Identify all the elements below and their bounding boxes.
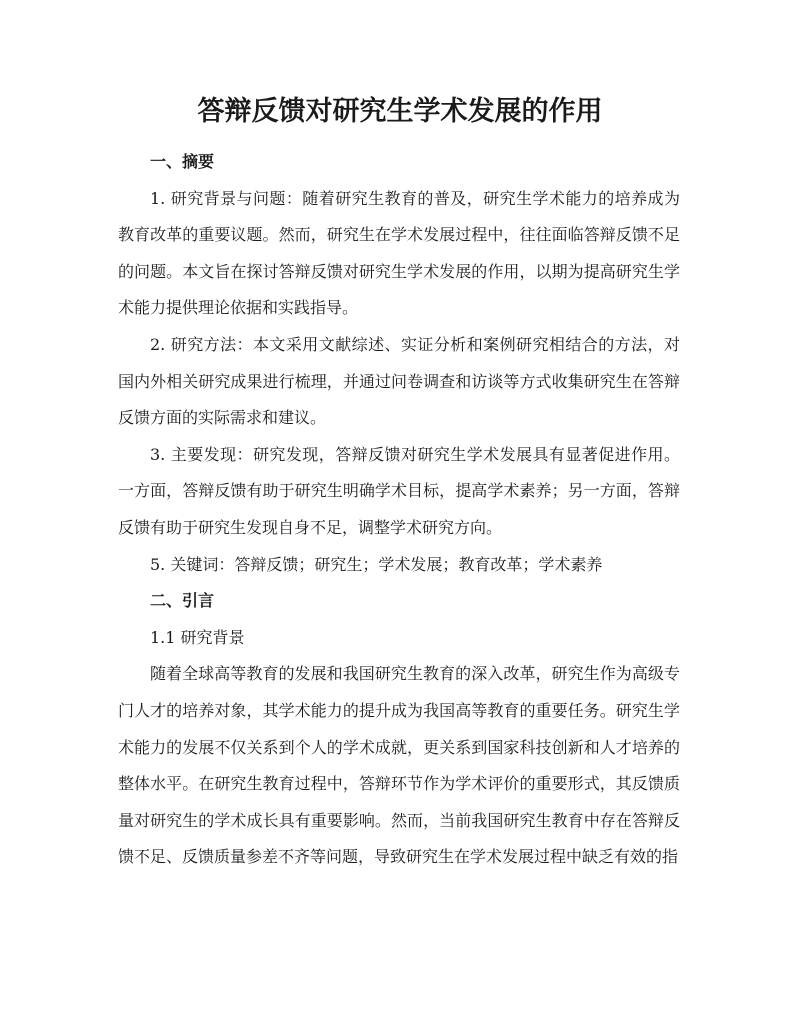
abstract-item-method: 2. 研究方法：本文采用文献综述、实证分析和案例研究相结合的方法，对国内外相关研究成果进行梳理，并通过问卷调查和访谈等方式收集研究生在答辩反馈方面的实际需求和建议。 (118, 334, 680, 428)
abstract-item-keywords: 5. 关键词：答辩反馈；研究生；学术发展；教育改革；学术素养 (150, 554, 603, 574)
subsection-heading-background: 1.1 研究背景 (150, 627, 245, 647)
introduction-paragraph: 随着全球高等教育的发展和我国研究生教育的深入改革，研究生作为高级专门人才的培养对象，其学术能力的提升成为我国高等教育的重要任务。研究生学术能力的发展不仅关系到个人的学术成就，更关系到国家科技创新和人才培养的整体水平。在研究生教育过程中，答辩环节作为学术评价的重要形式，其反馈质量对研究生的学术成长具有重要影响。然而，当前我国研究生教育中存在答辩反馈不足、反馈质量参差不齐等问题，导致研究生在学术发展过程中缺乏有效的指 (118, 664, 680, 867)
section-heading-abstract: 一、摘要 (150, 152, 215, 171)
document-body (118, 144, 680, 876)
document-title: 答辩反馈对研究生学术发展的作用 (197, 96, 603, 127)
abstract-item-background: 1. 研究背景与问题：随着研究生教育的普及，研究生学术能力的培养成为教育改革的重要议题。然而，研究生在学术发展过程中，往往面临答辩反馈不足的问题。本文旨在探讨答辩反馈对研究生学术发展的作用，以期为提高研究生学术能力提供理论依据和实践指导。 (118, 188, 680, 318)
section-heading-introduction: 二、引言 (150, 591, 215, 611)
abstract-item-findings: 3. 主要发现：研究发现，答辩反馈对研究生学术发展具有显著促进作用。一方面，答辩反馈有助于研究生明确学术目标，提高学术素养；另一方面，答辩反馈有助于研究生发现自身不足，调整学术研究方向。 (118, 444, 680, 537)
